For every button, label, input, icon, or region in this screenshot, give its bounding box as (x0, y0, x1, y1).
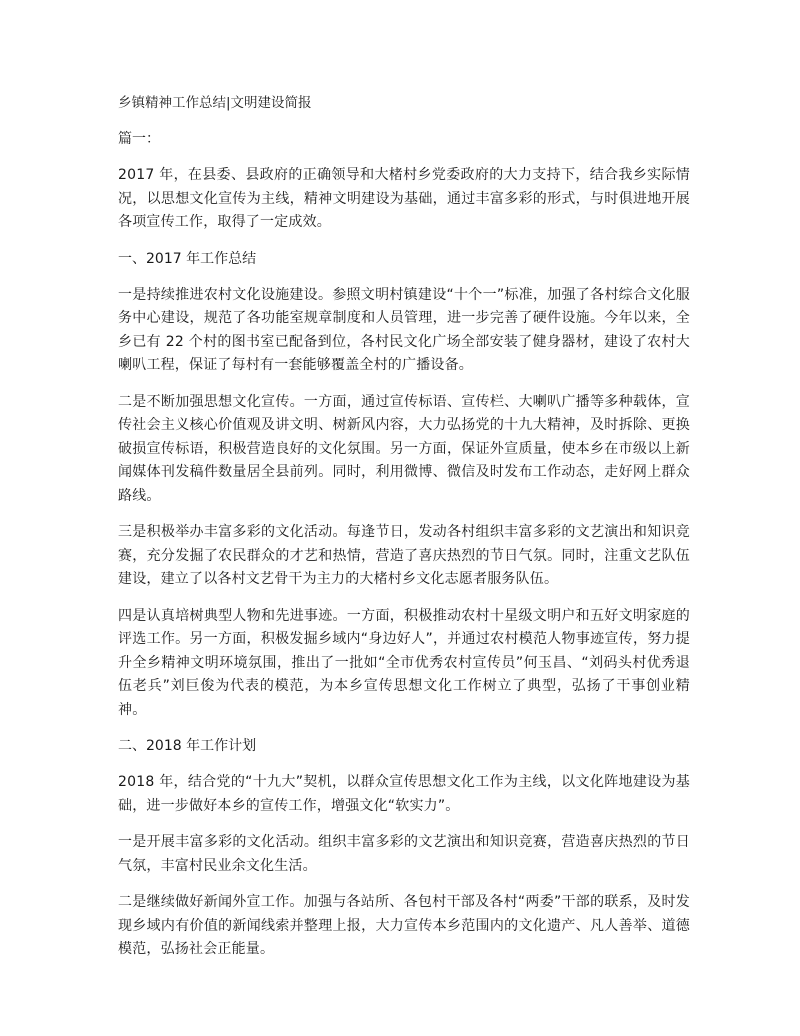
paragraph-2018-news: 二是继续做好新闻外宣工作。加强与各站所、各包村干部及各村“两委”干部的联系，及时发现乡域内有价值的新闻线索并整理上报，大力宣传本乡范围内的文化遗产、凡人善举、道德模范，弘扬社会正能量。 (118, 894, 690, 957)
paragraph-cultural-facilities: 一是持续推进农村文化设施建设。参照文明村镇建设“十个一”标准，加强了各村综合文化服务中心建设，规范了各功能室规章制度和人员管理，进一步完善了硬件设施。今年以来，全乡已有 22 个村的图书室已配备到位，各村民文化广场全部安装了健身器材，建设了农村大喇叭工程，保证了每村有一套能够覆盖全村的广播设备。 (118, 286, 690, 373)
intro-paragraph: 2017 年，在县委、县政府的正确领导和大楮村乡党委政府的大力支持下，结合我乡实际情况，以思想文化宣传为主线，精神文明建设为基础，通过丰富多彩的形式，与时俱进地开展各项宣传工作，取得了一定成效。 (118, 167, 690, 230)
paragraph-2018-intro: 2018 年，结合党的“十九大”契机，以群众宣传思想文化工作为主线，以文化阵地建设为基础，进一步做好本乡的宣传工作，增强文化“软实力”。 (118, 774, 690, 814)
paragraph-role-models: 四是认真培树典型人物和先进事迹。一方面，积极推动农村十星级文明户和五好文明家庭的评选工作。另一方面，积极发掘乡域内“身边好人”，并通过农村模范人物事迹宣传，努力提升全乡精神文明环境氛围，推出了一批如“全市优秀农村宣传员”何玉昌、“刘码头村优秀退伍老兵”刘巨俊为代表的模范，为本乡宣传思想文化工作树立了典型，弘扬了干事创业精神。 (118, 607, 690, 718)
paragraph-2018-activities: 一是开展丰富多彩的文化活动。组织丰富多彩的文艺演出和知识竞赛，营造喜庆热烈的节日气氛，丰富村民业余文化生活。 (118, 834, 690, 874)
document-title: 乡镇精神工作总结|文明建设简报 (118, 95, 312, 111)
document-page (118, 92, 690, 975)
heading-2018-plan: 二、2018 年工作计划 (118, 738, 257, 754)
paragraph-cultural-activities: 三是积极举办丰富多彩的文化活动。每逢节日，发动各村组织丰富多彩的文艺演出和知识竞赛，充分发掘了农民群众的才艺和热情，营造了喜庆热烈的节日气氛。同时，注重文艺队伍建设，建立了以各村文艺骨干为主力的大楮村乡文化志愿者服务队伍。 (118, 524, 690, 587)
section-label: 篇一： (118, 131, 160, 147)
heading-2017-summary: 一、2017 年工作总结 (118, 250, 257, 267)
paragraph-ideological-publicity: 二是不断加强思想文化宣传。一方面，通过宣传标语、宣传栏、大喇叭广播等多种载体，宣传社会主义核心价值观及讲文明、树新风内容，大力弘扬党的十九大精神，及时拆除、更换破损宣传标语，积极营造良好的文化氛围。另一方面，保证外宣质量，使本乡在市级以上新闻媒体刊发稿件数量居全县前列。同时，利用微博、微信及时发布工作动态，走好网上群众路线。 (118, 393, 690, 504)
